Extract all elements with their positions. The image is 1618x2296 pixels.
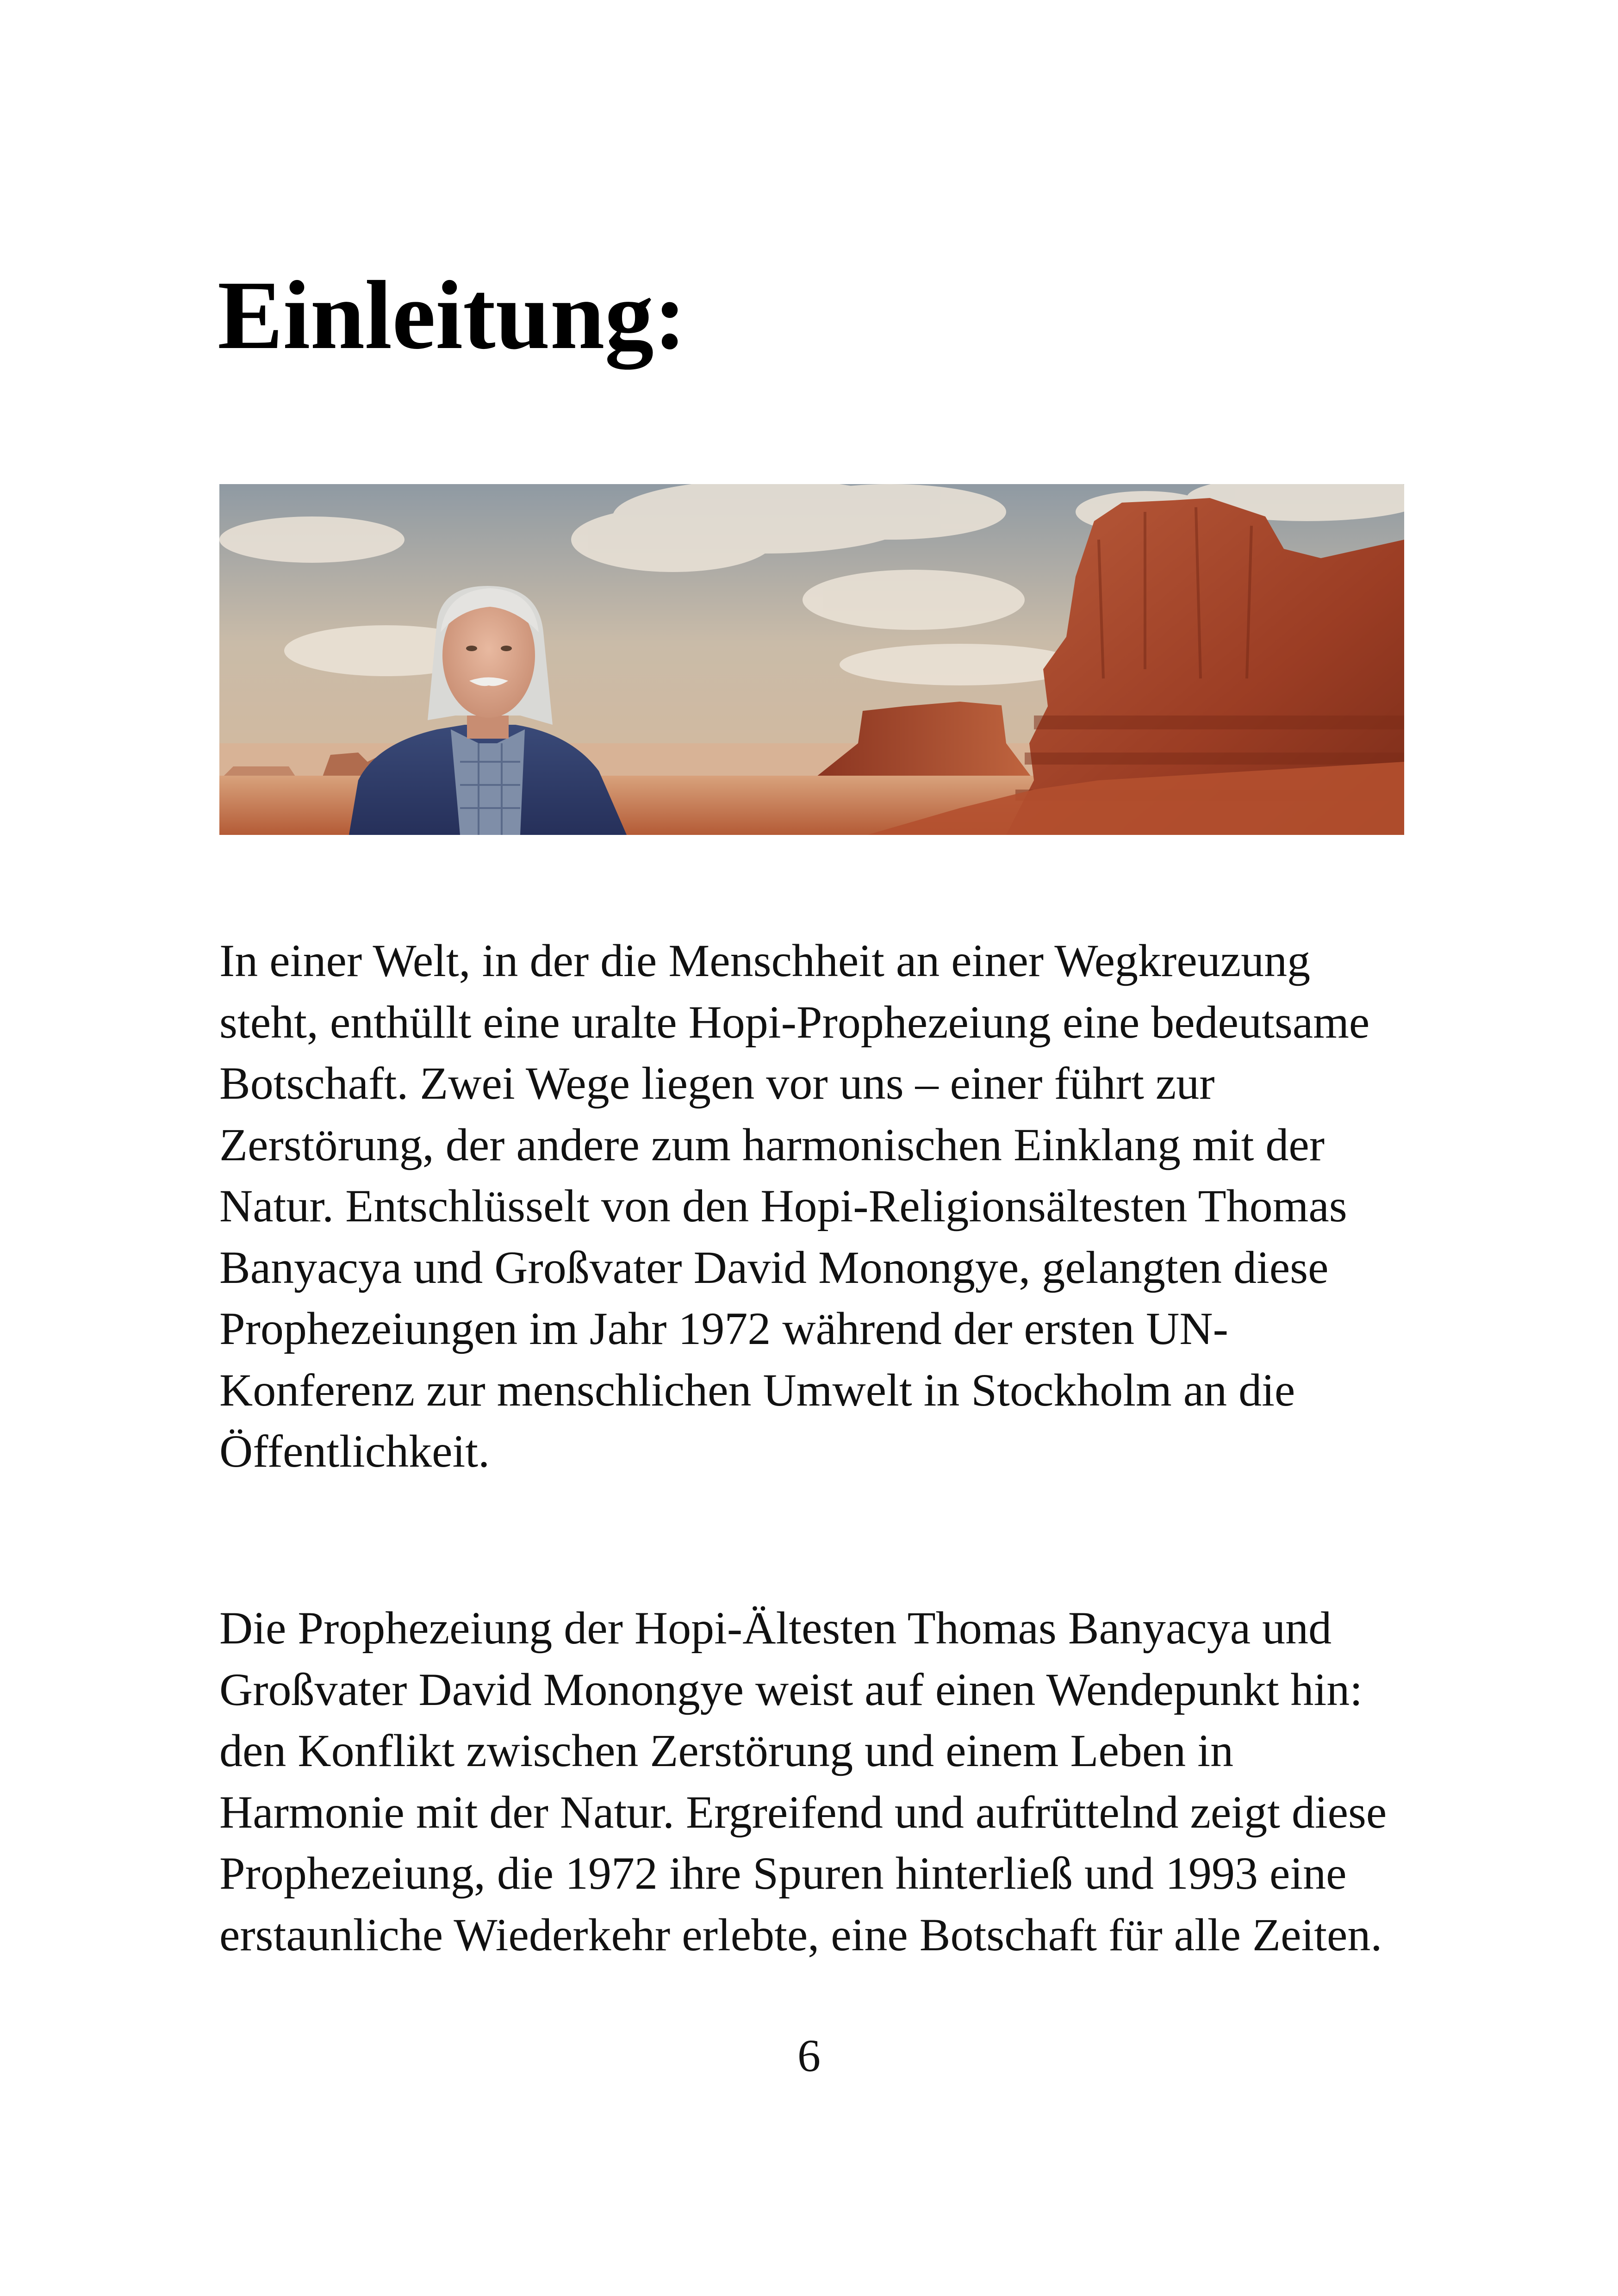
text-line: Prophezeiungen im Jahr 1972 während der ersten UN-: [219, 1303, 1228, 1354]
banner-image: [219, 484, 1404, 835]
text-line: Die Prophezeiung der Hopi-Ältesten Thomas Banyacya und: [219, 1602, 1332, 1654]
text-line: Harmonie mit der Natur. Ergreifend und aufrüttelnd zeigt diese: [219, 1786, 1387, 1838]
text-line: Natur. Entschlüsselt von den Hopi-Religionsältesten Thomas: [219, 1180, 1347, 1232]
desert-portrait-illustration: [219, 484, 1404, 835]
page-heading: Einleitung:: [218, 261, 687, 369]
text-line: Konferenz zur menschlichen Umwelt in Stockholm an die: [219, 1364, 1295, 1416]
text-line: Banyacya und Großvater David Monongye, gelangten diese: [219, 1241, 1329, 1293]
text-line: den Konflikt zwischen Zerstörung und einem Leben in: [219, 1725, 1234, 1776]
text-line: Zerstörung, der andere zum harmonischen Einklang mit der: [219, 1119, 1325, 1170]
text-line: Öffentlichkeit.: [219, 1425, 490, 1477]
text-line: Botschaft. Zwei Wege liegen vor uns – einer führt zur: [219, 1058, 1215, 1109]
page-number: 6: [797, 2030, 821, 2081]
text-line: In einer Welt, in der die Menschheit an einer Wegkreuzung: [219, 935, 1311, 986]
text-line: Prophezeiung, die 1972 ihre Spuren hinterließ und 1993 eine: [219, 1848, 1347, 1899]
text-line: erstaunliche Wiederkehr erlebte, eine Botschaft für alle Zeiten.: [219, 1909, 1382, 1960]
text-line: steht, enthüllt eine uralte Hopi-Prophezeiung eine bedeutsame: [219, 996, 1370, 1048]
text-line: Großvater David Monongye weist auf einen Wendepunkt hin:: [219, 1663, 1363, 1715]
intro-paragraph-2: [219, 1598, 1432, 1966]
intro-paragraph-1: [219, 930, 1432, 1482]
